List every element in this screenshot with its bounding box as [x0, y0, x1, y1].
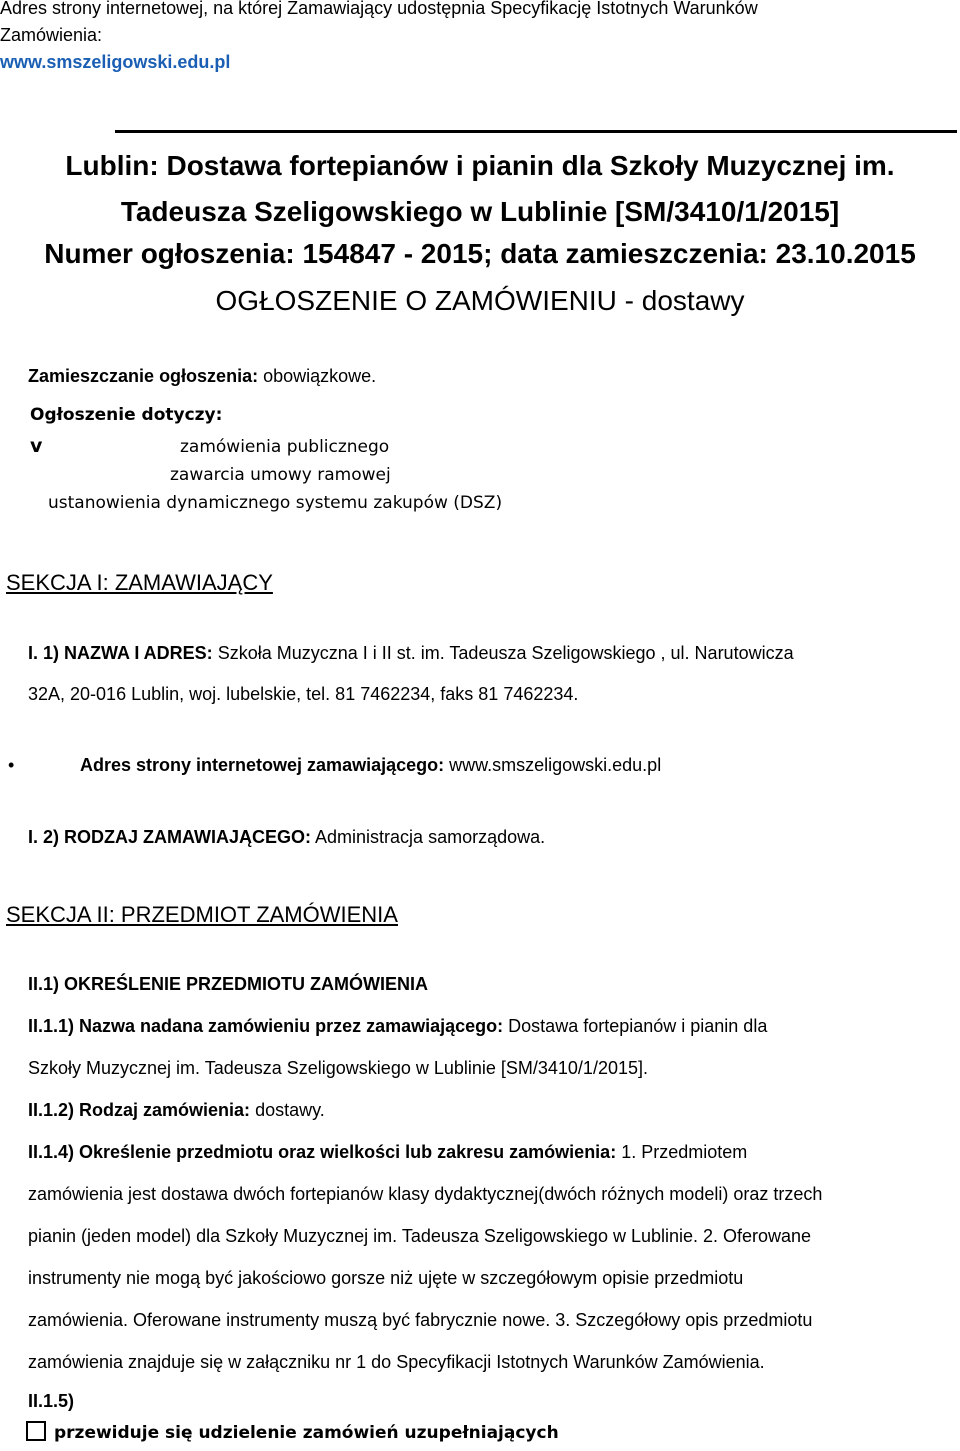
order-kind-row [28, 1100, 325, 1121]
header-line-2: Zamówienia: [0, 25, 103, 45]
item-5-label: II.1.5) [28, 1391, 75, 1411]
section-1-heading: SEKCJA I: ZAMAWIAJĄCY [6, 570, 273, 595]
order-name-label: II.1.1) Nazwa nadana zamówieniu przez zamawiającego: [28, 1016, 504, 1036]
name-address-value-line-2: 32A, 20-016 Lublin, woj. lubelskie, tel. 81 7462234, faks 81 7462234. [28, 684, 579, 704]
placement-row [28, 366, 376, 387]
order-description-line-3: pianin (jeden model) dla Szkoły Muzycznej im. Tadeusza Szeligowskiego w Lublinie. 2. Oferowane [28, 1226, 812, 1246]
concerns-option-framework-agreement: zawarcia umowy ramowej [170, 465, 391, 485]
website-row [80, 755, 661, 776]
order-description-line-5: zamówienia. Oferowane instrumenty muszą być fabrycznie nowe. 3. Szczegółowy opis przedmiotu [28, 1310, 813, 1330]
bullet-icon: • [8, 755, 15, 775]
order-description-line-6: zamówienia znajduje się w załączniku nr 1 do Specyfikacji Istotnych Warunków Zamówienia. [28, 1352, 765, 1372]
concerns-option-dps: ustanowienia dynamicznego systemu zakupów (DSZ) [48, 493, 503, 513]
concerns-option-public-order: zamówienia publicznego [180, 437, 390, 457]
announcement-number: Numer ogłoszenia: 154847 - 2015; data zamieszczenia: 23.10.2015 [44, 238, 916, 269]
page-title-line-2: Tadeusza Szeligowskiego w Lublinie [SM/3410/1/2015] [120, 196, 840, 227]
name-address-label: I. 1) NAZWA I ADRES: [28, 643, 213, 663]
order-kind-value: dostawy. [255, 1100, 325, 1120]
order-description-line-2: zamówienia jest dostawa dwóch fortepianów klasy dydaktycznej(dwóch różnych modeli) oraz trzech [28, 1184, 823, 1204]
contracting-authority-name-row [28, 643, 794, 664]
order-description-line-4: instrumenty nie mogą być jakościowo gorsze niż ujęte w szczegółowym opisie przedmiotu [28, 1268, 744, 1288]
section-2-heading: SEKCJA II: PRZEDMIOT ZAMÓWIENIA [6, 902, 398, 927]
placement-value: obowiązkowe. [263, 366, 377, 386]
website-link[interactable]: www.smszeligowski.edu.pl [449, 755, 662, 775]
order-name-row [28, 1016, 767, 1037]
supplementary-orders-label: przewiduje się udzielenie zamówień uzupełniających [54, 1423, 559, 1443]
order-description-label: II.1.4) Określenie przedmiotu oraz wielkości lub zakresu zamówienia: [28, 1142, 617, 1162]
concerns-label: Ogłoszenie dotyczy: [30, 405, 223, 425]
authority-type-label: I. 2) RODZAJ ZAMAWIAJĄCEGO: [28, 827, 312, 847]
order-description-row [28, 1142, 747, 1163]
authority-type-row [28, 827, 545, 848]
header-url-link[interactable]: www.smszeligowski.edu.pl [0, 52, 231, 72]
concerns-checkmark: v [30, 435, 43, 457]
subject-definition-heading: II.1) OKREŚLENIE PRZEDMIOTU ZAMÓWIENIA [28, 974, 429, 994]
order-kind-label: II.1.2) Rodzaj zamówienia: [28, 1100, 251, 1120]
website-label: Adres strony internetowej zamawiającego: [80, 755, 445, 775]
supplementary-orders-checkbox[interactable] [26, 1421, 46, 1441]
order-description-line-1: 1. Przedmiotem [621, 1142, 748, 1162]
header-line-1: Adres strony internetowej, na której Zamawiający udostępnia Specyfikację Istotnych Warunków [0, 0, 758, 18]
placement-label: Zamieszczanie ogłoszenia: [28, 366, 259, 386]
announcement-type: OGŁOSZENIE O ZAMÓWIENIU - dostawy [215, 285, 745, 316]
page-title-line-1: Lublin: Dostawa fortepianów i pianin dla Szkoły Muzycznej im. [65, 150, 895, 181]
name-address-value: Szkoła Muzyczna I i II st. im. Tadeusza Szeligowskiego , ul. Narutowicza [217, 643, 794, 663]
order-name-value: Dostawa fortepianów i pianin dla [508, 1016, 768, 1036]
authority-type-value: Administracja samorządowa. [315, 827, 546, 847]
horizontal-rule [115, 130, 957, 133]
order-name-value-line-2: Szkoły Muzycznej im. Tadeusza Szeligowskiego w Lublinie [SM/3410/1/2015]. [28, 1058, 648, 1078]
